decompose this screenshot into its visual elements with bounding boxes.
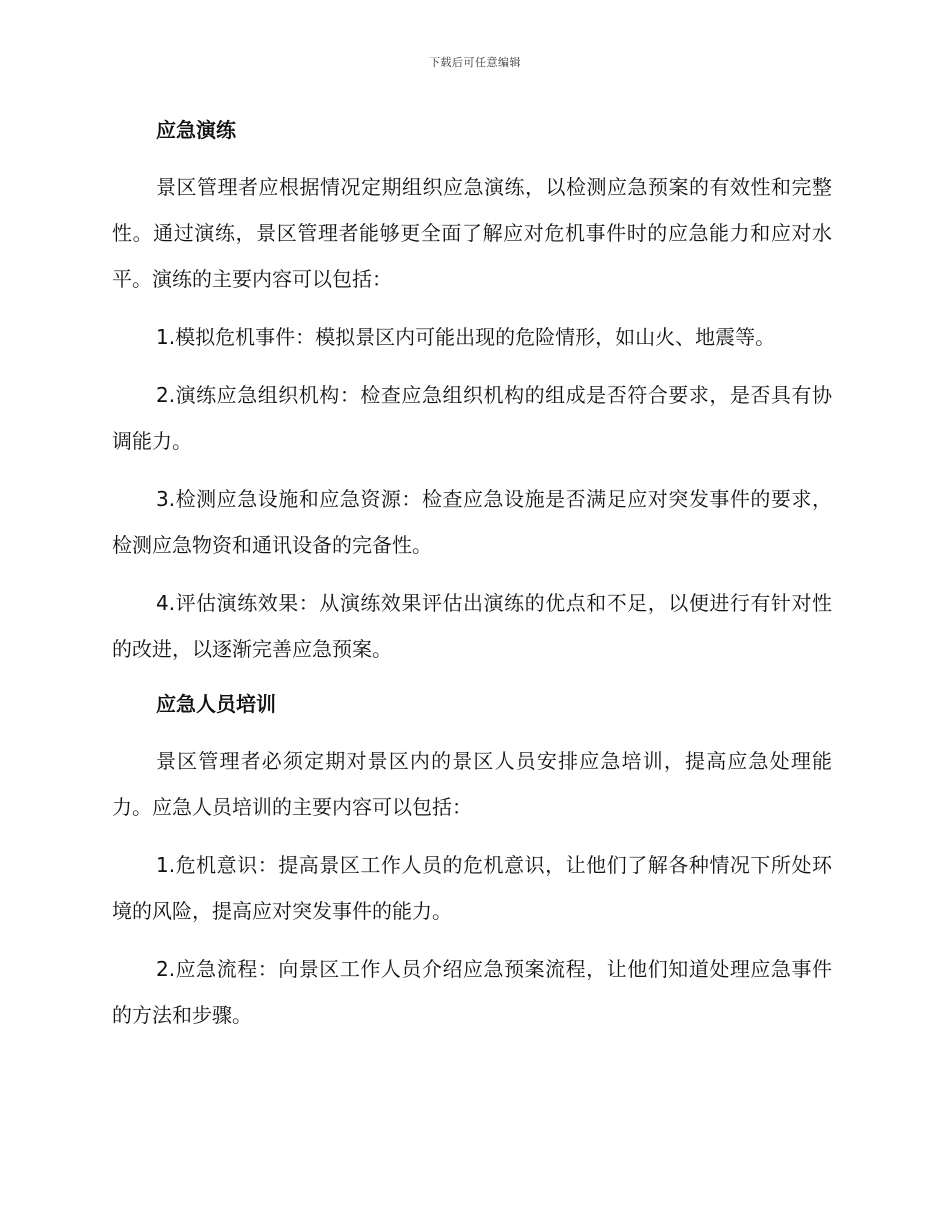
section-heading: 应急演练 <box>156 118 236 142</box>
section-heading: 应急人员培训 <box>156 692 276 716</box>
document-body <box>112 110 832 1050</box>
list-item: 3.检测应急设施和应急资源：检查应急设施是否满足应对突发事件的要求，检测应急物资和通讯设备的完备性。 <box>112 487 832 557</box>
section-emergency-drill <box>112 110 832 672</box>
list-item: 1.危机意识：提高景区工作人员的危机意识，让他们了解各种情况下所处环境的风险，提高应对突发事件的能力。 <box>112 853 832 923</box>
paragraph: 景区管理者应根据情况定期组织应急演练，以检测应急预案的有效性和完整性。通过演练，景区管理者能够更全面了解应对危机事件时的应急能力和应对水平。演练的主要内容可以包括： <box>112 175 832 291</box>
list-item: 2.应急流程：向景区工作人员介绍应急预案流程，让他们知道处理应急事件的方法和步骤。 <box>112 957 832 1027</box>
page-header: 下载后可任意编辑 <box>429 56 521 69</box>
section-staff-training <box>112 684 832 1038</box>
list-item: 1.模拟危机事件：模拟景区内可能出现的危险情形，如山火、地震等。 <box>156 325 776 349</box>
list-item: 2.演练应急组织机构：检查应急组织机构的组成是否符合要求，是否具有协调能力。 <box>112 383 832 453</box>
paragraph: 景区管理者必须定期对景区内的景区人员安排应急培训，提高应急处理能力。应急人员培训的主要内容可以包括： <box>112 749 832 819</box>
list-item: 4.评估演练效果：从演练效果评估出演练的优点和不足，以便进行有针对性的改进，以逐渐完善应急预案。 <box>112 591 832 661</box>
